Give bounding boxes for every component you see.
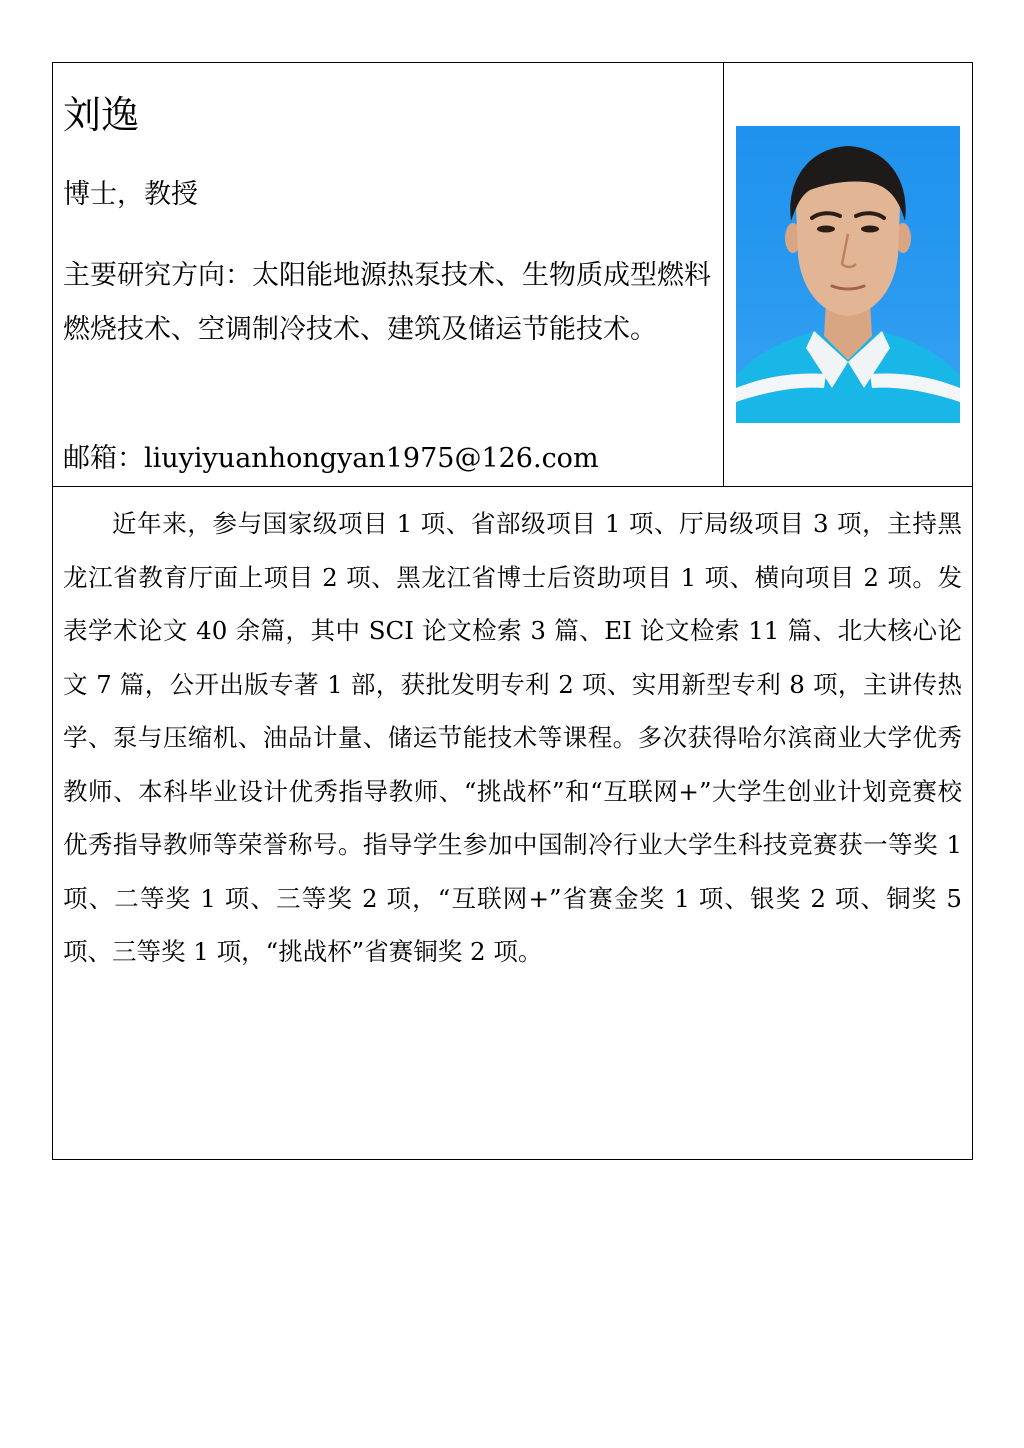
research-directions: 主要研究方向：太阳能地源热泵技术、生物质成型燃料燃烧技术、空调制冷技术、建筑及储运节能技术。	[63, 260, 711, 345]
info-cell	[53, 63, 724, 486]
bio-cell	[53, 487, 972, 979]
email-line: 邮箱：liuyiyuanhongyan1975@126.com	[63, 443, 599, 474]
portrait-illustration	[736, 126, 960, 423]
header-row	[53, 63, 972, 487]
person-name: 刘逸	[63, 93, 140, 137]
right-eye	[861, 226, 879, 233]
biography-text: 近年来，参与国家级项目 1 项、省部级项目 1 项、厅局级项目 3 项，主持黑龙江省教育厅面上项目 2 项、黑龙江省博士后资助项目 1 项、横向项目 2 项。发表学术论文 40 余篇，其中 SCI 论文检索 3 篇、EI 论文检索 11 篇、北大核心论文 7 篇，公开出版专著 1 部，获批发明专利 2 项、实用新型专利 8 项，主讲传热学、泵与压缩机、油品计量、储运节能技术等课程。多次获得哈尔滨商业大学优秀教师、本科毕业设计优秀指导教师、“挑战杯”和“互联网+”大学生创业计划竞赛校优秀指导教师等荣誉称号。指导学生参加中国制冷行业大学生科技竞赛获一等奖 1 项、二等奖 1 项、三等奖 2 项，“互联网+”省赛金奖 1 项、银奖 2 项、铜奖 5 项、三等奖 1 项，“挑战杯”省赛铜奖 2 项。	[63, 509, 962, 966]
portrait-photo	[736, 126, 960, 423]
photo-cell	[724, 63, 972, 486]
person-title: 博士，教授	[63, 179, 198, 210]
profile-table	[52, 62, 973, 1160]
left-eye	[817, 226, 835, 233]
